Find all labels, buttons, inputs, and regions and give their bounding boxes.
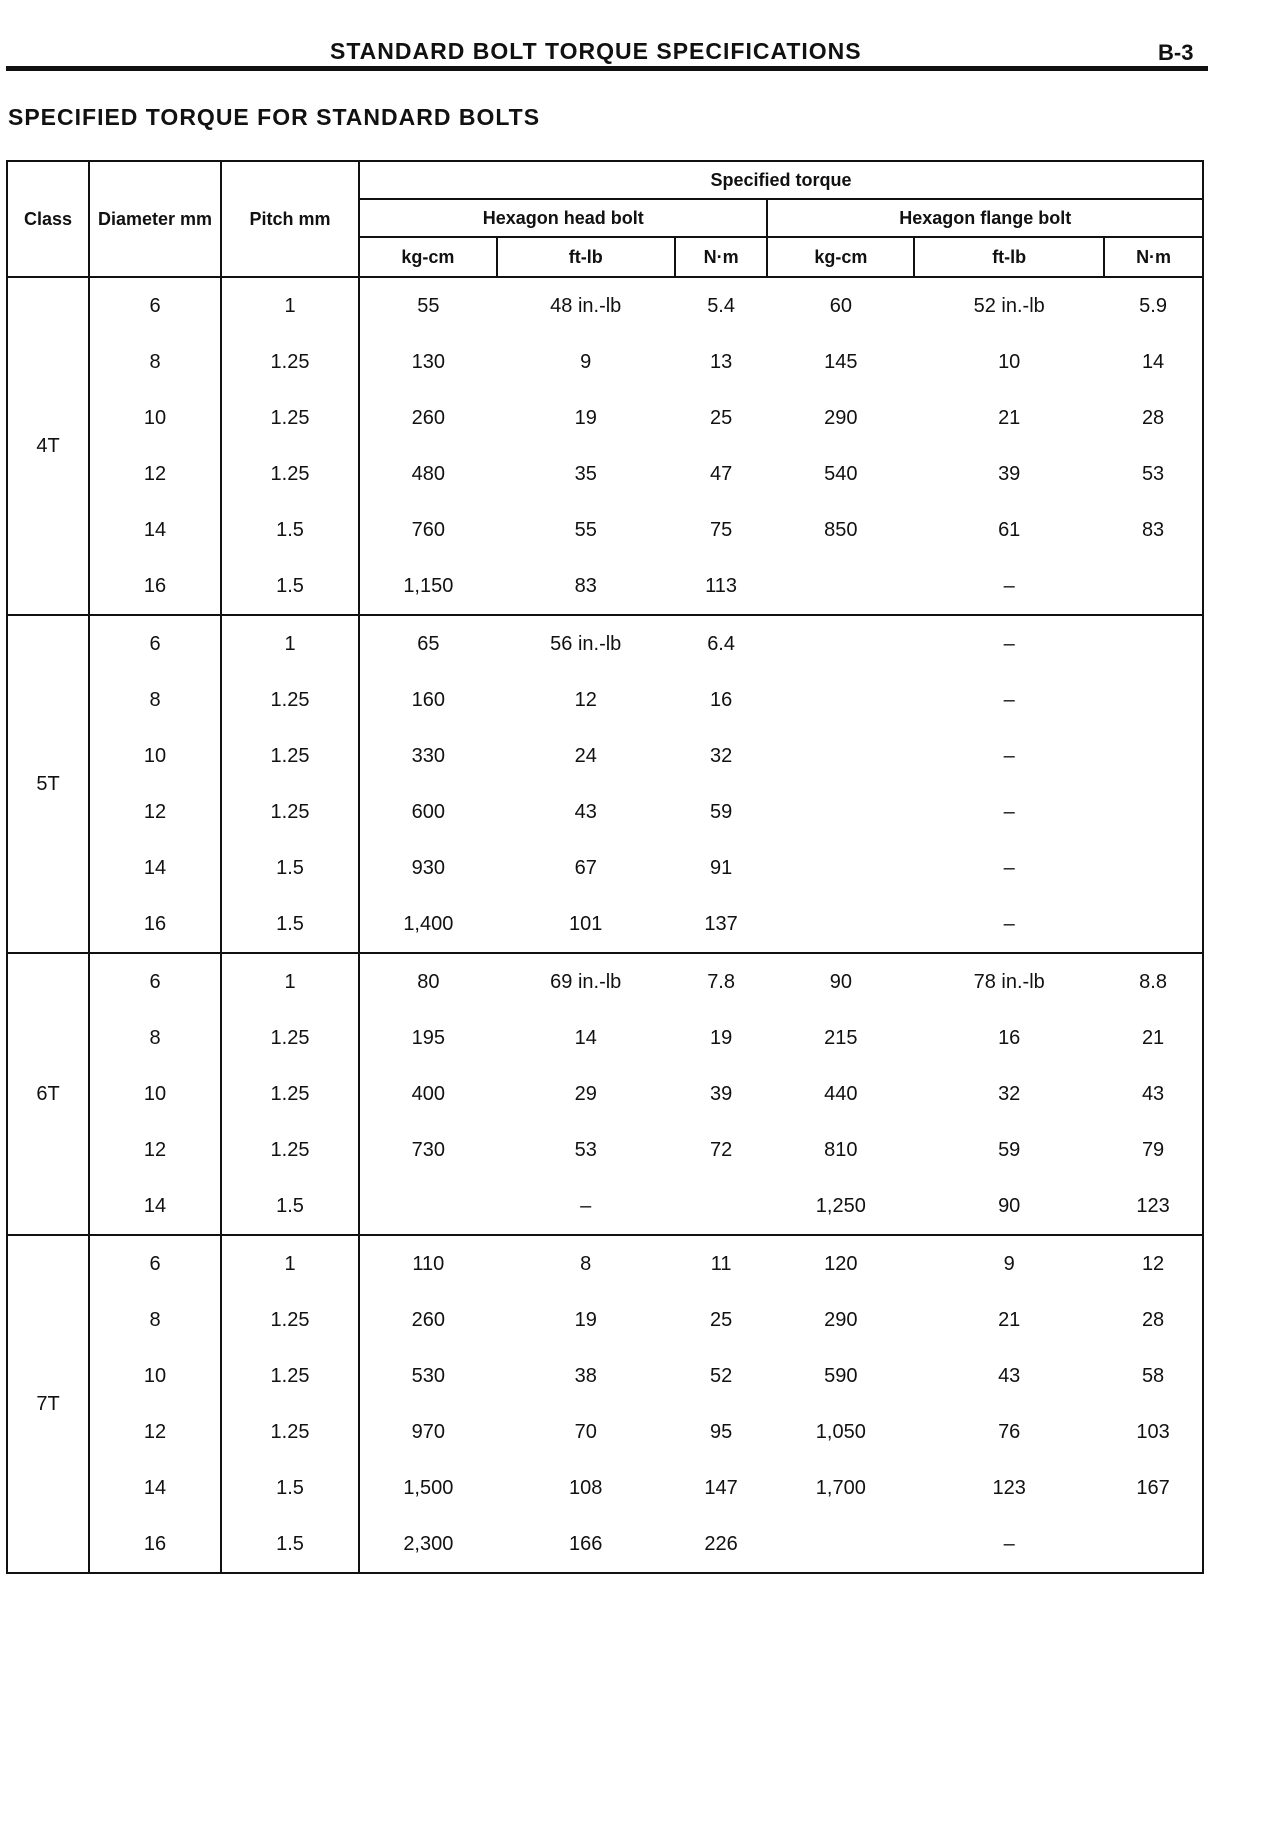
head-kgcm-cell: 730 (411, 1138, 446, 1161)
flange-ftlb-cell: – (1003, 688, 1015, 711)
table-row (7, 896, 1203, 953)
flange-nm-cell: 28 (1141, 1308, 1165, 1331)
diameter-cell: 10 (89, 728, 221, 784)
head-kgcm-cell: 260 (411, 1308, 446, 1331)
table-row (7, 1066, 1203, 1122)
table-row (7, 1516, 1203, 1573)
head-kgcm-cell: 2,300 (403, 1532, 454, 1555)
head-kgcm-cell (359, 1178, 497, 1235)
diameter-cell: 16 (89, 558, 221, 615)
flange-nm-cell: 123 (1136, 1194, 1170, 1217)
pitch-cell: 1.5 (221, 1178, 359, 1235)
header-class: Class (7, 161, 89, 277)
head-nm-cell: 137 (704, 912, 738, 935)
head-kgcm-cell: 760 (411, 518, 446, 541)
flange-kgcm-cell: 440 (824, 1082, 858, 1105)
section-title: SPECIFIED TORQUE FOR STANDARD BOLTS (8, 104, 541, 130)
head-kgcm-cell: 1,400 (403, 912, 454, 935)
flange-ftlb-cell: 59 (998, 1138, 1021, 1161)
flange-nm-cell: 103 (1136, 1420, 1170, 1443)
flange-ftlb-cell: – (1003, 1532, 1015, 1555)
diameter-cell: 12 (89, 1404, 221, 1460)
pitch-cell: 1.5 (221, 1516, 359, 1573)
pitch-cell: 1.25 (221, 784, 359, 840)
head-ftlb-cell: 35 (574, 462, 597, 485)
diameter-cell: 6 (89, 1235, 221, 1292)
class-group-6t (7, 953, 1203, 1235)
head-nm-cell: 7.8 (675, 953, 768, 1010)
flange-kgcm-cell: 590 (824, 1364, 858, 1387)
table-row (7, 277, 1203, 334)
head-kgcm-cell: 480 (411, 462, 446, 485)
pitch-cell: 1.25 (221, 1292, 359, 1348)
head-ftlb-cell: 55 (574, 518, 597, 541)
header-flange-kgcm: kg-cm (767, 237, 914, 277)
diameter-cell: 8 (89, 1292, 221, 1348)
head-ftlb-cell: 24 (574, 744, 597, 767)
flange-ftlb-cell: 21 (998, 406, 1021, 429)
table-row (7, 1292, 1203, 1348)
flange-kgcm-cell (767, 784, 914, 840)
flange-nm-cell: 14 (1141, 350, 1165, 373)
flange-nm-cell: 28 (1141, 406, 1165, 429)
table-row (7, 1348, 1203, 1404)
head-nm-cell: 25 (709, 1308, 733, 1331)
diameter-cell: 8 (89, 334, 221, 390)
flange-ftlb-cell: 10 (998, 350, 1021, 373)
head-nm-cell: 25 (709, 406, 733, 429)
flange-kgcm-cell: 60 (767, 277, 914, 334)
class-cell: 6T (7, 953, 89, 1235)
table-row (7, 840, 1203, 896)
pitch-cell: 1.5 (221, 502, 359, 558)
flange-ftlb-cell: 21 (998, 1308, 1021, 1331)
head-ftlb-cell: 19 (574, 1308, 597, 1331)
diameter-cell: 10 (89, 1066, 221, 1122)
head-ftlb-cell: 56 in.-lb (497, 615, 675, 672)
table-row (7, 558, 1203, 615)
head-ftlb-cell: 70 (574, 1420, 597, 1443)
head-nm-cell: 59 (709, 800, 733, 823)
head-kgcm-cell: 1,150 (403, 574, 454, 597)
head-ftlb-cell: 166 (569, 1532, 603, 1555)
header-hexagon-flange-bolt: Hexagon flange bolt (767, 199, 1203, 237)
head-kgcm-cell: 260 (411, 406, 446, 429)
flange-kgcm-cell: 290 (824, 1308, 858, 1331)
pitch-cell: 1.5 (221, 558, 359, 615)
header-pitch: Pitch mm (221, 161, 359, 277)
diameter-cell: 14 (89, 1178, 221, 1235)
flange-kgcm-cell: 145 (824, 350, 858, 373)
flange-kgcm-cell: 1,250 (815, 1194, 866, 1217)
pitch-cell: 1.5 (221, 1460, 359, 1516)
diameter-cell: 10 (89, 390, 221, 446)
table-row (7, 784, 1203, 840)
flange-ftlb-cell: 52 in.-lb (914, 277, 1104, 334)
diameter-cell: 16 (89, 896, 221, 953)
head-nm-cell: 147 (704, 1476, 738, 1499)
flange-ftlb-cell: 9 (914, 1235, 1104, 1292)
header-specified-torque: Specified torque (359, 161, 1203, 199)
head-ftlb-cell: 12 (574, 688, 597, 711)
head-ftlb-cell: 38 (574, 1364, 597, 1387)
head-ftlb-cell: 48 in.-lb (497, 277, 675, 334)
head-nm-cell (675, 1178, 768, 1235)
flange-nm-cell (1104, 558, 1203, 615)
table-row (7, 390, 1203, 446)
table-row (7, 672, 1203, 728)
flange-kgcm-cell: 290 (824, 406, 858, 429)
head-nm-cell: 91 (709, 856, 733, 879)
pitch-cell: 1.25 (221, 1010, 359, 1066)
flange-ftlb-cell: – (914, 615, 1104, 672)
flange-ftlb-cell: 76 (998, 1420, 1021, 1443)
pitch-cell: 1 (221, 277, 359, 334)
flange-nm-cell: 21 (1141, 1026, 1165, 1049)
flange-kgcm-cell: 215 (824, 1026, 858, 1049)
flange-kgcm-cell: 1,700 (815, 1476, 866, 1499)
head-nm-cell: 75 (709, 518, 733, 541)
table-row (7, 1460, 1203, 1516)
flange-kgcm-cell: 120 (767, 1235, 914, 1292)
diameter-cell: 14 (89, 840, 221, 896)
flange-kgcm-cell: 850 (824, 518, 858, 541)
table-row (7, 334, 1203, 390)
diameter-cell: 10 (89, 1348, 221, 1404)
flange-nm-cell (1104, 896, 1203, 953)
head-nm-cell: 5.4 (675, 277, 768, 334)
flange-nm-cell: 167 (1136, 1476, 1170, 1499)
head-kgcm-cell: 400 (411, 1082, 446, 1105)
flange-ftlb-cell: 61 (998, 518, 1021, 541)
head-ftlb-cell: 101 (569, 912, 603, 935)
table-row (7, 1122, 1203, 1178)
diameter-cell: 14 (89, 1460, 221, 1516)
head-ftlb-cell: 83 (574, 574, 597, 597)
head-kgcm-cell: 65 (359, 615, 497, 672)
flange-kgcm-cell: 90 (767, 953, 914, 1010)
flange-ftlb-cell: – (1003, 856, 1015, 879)
flange-kgcm-cell (767, 615, 914, 672)
head-nm-cell: 13 (709, 350, 733, 373)
head-ftlb-cell: 8 (497, 1235, 675, 1292)
flange-kgcm-cell: 1,050 (815, 1420, 866, 1443)
page-header (0, 0, 1280, 80)
flange-nm-cell: 12 (1104, 1235, 1203, 1292)
head-nm-cell: 39 (709, 1082, 733, 1105)
diameter-cell: 12 (89, 1122, 221, 1178)
header-rule (6, 66, 1208, 71)
class-cell: 7T (7, 1235, 89, 1573)
table-row (7, 615, 1203, 672)
header-head-kgcm: kg-cm (359, 237, 497, 277)
class-cell: 4T (7, 277, 89, 615)
head-kgcm-cell: 330 (411, 744, 446, 767)
header-head-nm: N·m (675, 237, 768, 277)
pitch-cell: 1.25 (221, 446, 359, 502)
flange-kgcm-cell (767, 728, 914, 784)
diameter-cell: 8 (89, 672, 221, 728)
head-kgcm-cell: 530 (411, 1364, 446, 1387)
head-nm-cell: 52 (709, 1364, 733, 1387)
head-ftlb-cell: 19 (574, 406, 597, 429)
torque-table (6, 160, 1204, 1574)
flange-kgcm-cell (767, 672, 914, 728)
pitch-cell: 1 (221, 953, 359, 1010)
head-ftlb-cell: 43 (574, 800, 597, 823)
pitch-cell: 1.25 (221, 1404, 359, 1460)
flange-kgcm-cell: 810 (824, 1138, 858, 1161)
pitch-cell: 1.5 (221, 896, 359, 953)
head-nm-cell: 19 (709, 1026, 733, 1049)
flange-nm-cell: 53 (1141, 462, 1165, 485)
flange-ftlb-cell: 123 (992, 1476, 1026, 1499)
head-kgcm-cell: 600 (411, 800, 446, 823)
flange-ftlb-cell: 32 (998, 1082, 1021, 1105)
diameter-cell: 12 (89, 446, 221, 502)
pitch-cell: 1.25 (221, 334, 359, 390)
flange-kgcm-cell (767, 1516, 914, 1573)
pitch-cell: 1.25 (221, 1348, 359, 1404)
flange-nm-cell (1104, 615, 1203, 672)
pitch-cell: 1.5 (221, 840, 359, 896)
diameter-cell: 14 (89, 502, 221, 558)
head-ftlb-cell: 53 (574, 1138, 597, 1161)
head-nm-cell: 16 (709, 688, 733, 711)
head-nm-cell: 226 (704, 1532, 738, 1555)
table-row (7, 1178, 1203, 1235)
table-row (7, 1010, 1203, 1066)
class-group-7t (7, 1235, 1203, 1573)
head-kgcm-cell: 160 (411, 688, 446, 711)
class-group-5t (7, 615, 1203, 953)
pitch-cell: 1.25 (221, 672, 359, 728)
flange-ftlb-cell: – (1003, 800, 1015, 823)
diameter-cell: 6 (89, 277, 221, 334)
head-ftlb-cell: – (580, 1194, 592, 1217)
flange-nm-cell (1104, 728, 1203, 784)
flange-ftlb-cell: 43 (998, 1364, 1021, 1387)
head-nm-cell: 72 (709, 1138, 733, 1161)
flange-nm-cell: 79 (1141, 1138, 1165, 1161)
flange-ftlb-cell: 39 (998, 462, 1021, 485)
pitch-cell: 1.25 (221, 1122, 359, 1178)
diameter-cell: 6 (89, 953, 221, 1010)
head-ftlb-cell: 69 in.-lb (497, 953, 675, 1010)
page-title: STANDARD BOLT TORQUE SPECIFICATIONS (330, 38, 862, 64)
head-kgcm-cell: 110 (359, 1235, 497, 1292)
class-cell: 5T (7, 615, 89, 953)
flange-ftlb-cell: 90 (998, 1194, 1021, 1217)
flange-nm-cell: 83 (1141, 518, 1165, 541)
header-hexagon-head-bolt: Hexagon head bolt (359, 199, 767, 237)
table-header (7, 161, 1203, 277)
flange-nm-cell (1104, 840, 1203, 896)
flange-kgcm-cell (767, 840, 914, 896)
flange-nm-cell (1104, 672, 1203, 728)
head-kgcm-cell: 1,500 (403, 1476, 454, 1499)
flange-ftlb-cell: 16 (998, 1026, 1021, 1049)
header-diameter: Diameter mm (89, 161, 221, 277)
head-kgcm-cell: 970 (411, 1420, 446, 1443)
flange-kgcm-cell (767, 896, 914, 953)
head-nm-cell: 95 (709, 1420, 733, 1443)
pitch-cell: 1.25 (221, 1066, 359, 1122)
flange-nm-cell: 43 (1141, 1082, 1165, 1105)
header-head-ftlb: ft-lb (497, 237, 675, 277)
table-row (7, 446, 1203, 502)
table-row (7, 728, 1203, 784)
diameter-cell: 6 (89, 615, 221, 672)
flange-kgcm-cell (767, 558, 914, 615)
flange-nm-cell: 58 (1141, 1364, 1165, 1387)
flange-nm-cell: 5.9 (1104, 277, 1203, 334)
pitch-cell: 1 (221, 615, 359, 672)
header-flange-nm: N·m (1104, 237, 1203, 277)
pitch-cell: 1 (221, 1235, 359, 1292)
head-kgcm-cell: 930 (411, 856, 446, 879)
flange-nm-cell: 8.8 (1104, 953, 1203, 1010)
flange-kgcm-cell: 540 (824, 462, 858, 485)
table-row (7, 502, 1203, 558)
head-ftlb-cell: 108 (569, 1476, 603, 1499)
diameter-cell: 12 (89, 784, 221, 840)
head-kgcm-cell: 80 (359, 953, 497, 1010)
diameter-cell: 8 (89, 1010, 221, 1066)
head-kgcm-cell: 130 (411, 350, 446, 373)
head-nm-cell: 6.4 (675, 615, 768, 672)
flange-ftlb-cell: – (1003, 744, 1015, 767)
head-nm-cell: 11 (675, 1235, 768, 1292)
head-nm-cell: 47 (709, 462, 733, 485)
flange-nm-cell (1104, 1516, 1203, 1573)
table-row (7, 953, 1203, 1010)
head-ftlb-cell: 67 (574, 856, 597, 879)
table-row (7, 1235, 1203, 1292)
pitch-cell: 1.25 (221, 728, 359, 784)
head-nm-cell: 113 (705, 574, 738, 597)
head-kgcm-cell: 195 (411, 1026, 446, 1049)
flange-ftlb-cell: – (1003, 574, 1015, 597)
head-ftlb-cell: 9 (580, 350, 592, 373)
table-row (7, 1404, 1203, 1460)
pitch-cell: 1.25 (221, 390, 359, 446)
flange-nm-cell (1104, 784, 1203, 840)
head-nm-cell: 32 (709, 744, 733, 767)
flange-ftlb-cell: – (1003, 912, 1015, 935)
head-ftlb-cell: 14 (574, 1026, 597, 1049)
head-kgcm-cell: 55 (359, 277, 497, 334)
header-flange-ftlb: ft-lb (914, 237, 1104, 277)
flange-ftlb-cell: 78 in.-lb (914, 953, 1104, 1010)
class-group-4t (7, 277, 1203, 615)
diameter-cell: 16 (89, 1516, 221, 1573)
head-ftlb-cell: 29 (574, 1082, 597, 1105)
page-number: B-3 (1158, 40, 1194, 65)
